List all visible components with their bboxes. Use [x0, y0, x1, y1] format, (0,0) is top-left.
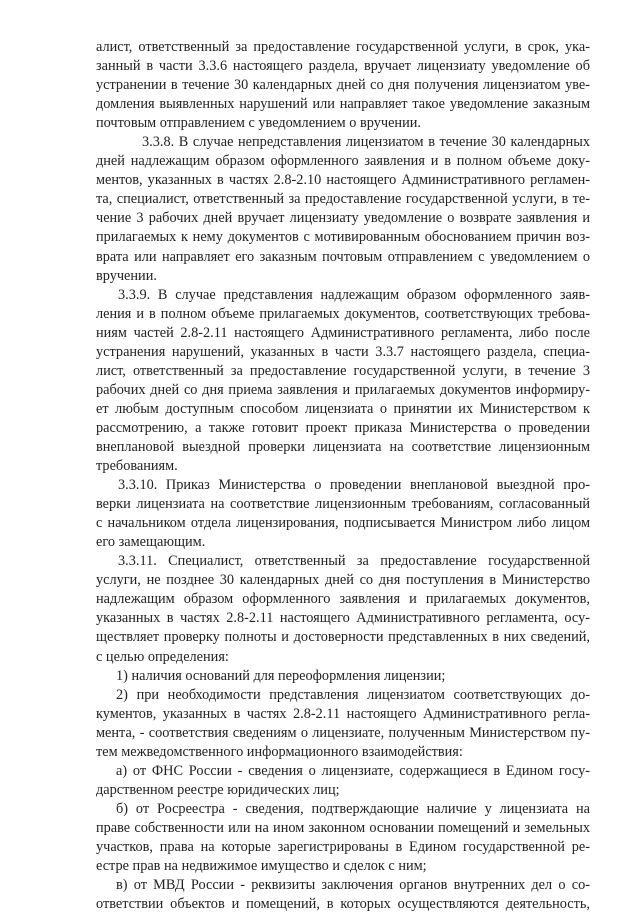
text-line: праве собственности или на ином законном основании помещений и земельных [96, 819, 590, 836]
text-line: б) от Росреестра - сведения, подтверждающие наличие у лицензиата на [116, 800, 590, 817]
text-line: ления и в полном объеме прилагаемых документов, соответствующих требова- [96, 305, 590, 322]
text-line: 3.3.8. В случае непредставления лицензиатом в течение 30 календарных [142, 134, 590, 151]
text-line: рассмотрению, а также готовит проект приказа Министерства о проведении [96, 419, 590, 436]
text-line: почтовым отправлением с уведомлением о вручении. [96, 115, 421, 132]
text-line: его замещающим. [96, 534, 206, 551]
text-line: участков, права на которые зарегистрированы в Едином государственной ре- [96, 838, 590, 855]
text-line: дарственном реестре юридических лиц; [96, 781, 340, 798]
text-line: с целью определения: [96, 648, 229, 665]
text-line: дней надлежащим образом оформленного заявления и в полном объеме доку- [96, 153, 590, 170]
text-line: занный в части 3.3.6 настоящего раздела, вручает лицензиату уведомление об [96, 58, 590, 75]
text-line: алист, ответственный за предоставление государственной услуги, в срок, ука- [96, 39, 590, 55]
text-line: требованиям. [96, 458, 178, 475]
text-line: 3.3.10. Приказ Министерства о проведении внеплановой выездной про- [118, 477, 590, 494]
document-body [96, 38, 590, 914]
text-line: тем межведомственного информационного взаимодействия: [96, 743, 463, 760]
text-line: верки лицензиата на соответствие лицензионным требованиям, согласованный [96, 496, 590, 513]
text-line: 2) при необходимости представления лицензиатом соответствующих до- [116, 686, 590, 703]
text-line: прилагаемых к нему документов с мотивированным обоснованием причин воз- [96, 229, 590, 246]
text-line: внеплановой выездной проверки лицензиата на соответствие лицензионным [96, 438, 590, 455]
text-line: надлежащим образом оформленного заявления и прилагаемых документов, [96, 591, 590, 608]
text-line: ществляет проверку полноты и достоверности представленных в них сведений, [96, 629, 590, 646]
text-line: естре прав на недвижимое имущество и сделок с ним; [96, 858, 427, 875]
text-line: чение 3 рабочих дней вручает лицензиату уведомление о возврате заявления и [96, 210, 590, 227]
text-line: в) от МВД России - реквизиты заключения органов внутренних дел о со- [116, 877, 590, 894]
text-line: с начальником отдела лицензирования, подписывается Министром либо лицом [96, 515, 590, 532]
text-line: устранении в течение 30 календарных дней со дня получения лицензиатом уве- [96, 77, 590, 94]
text-line: вручении. [96, 267, 157, 284]
text-line: услуги, не позднее 30 календарных дней со дня поступления в Министерство [96, 572, 590, 589]
text-line: ет любым доступным способом лицензиата о принятии их Министерством к [96, 400, 590, 417]
text-line: ниям частей 2.8-2.11 настоящего Административного регламента, либо после [96, 324, 590, 341]
text-line: 3.3.9. В случае представления надлежащим образом оформленного заяв- [118, 286, 590, 303]
text-line: 3.3.11. Специалист, ответственный за предоставление государственной [118, 553, 590, 570]
text-line: лист, ответственный за предоставление государственной услуги, в течение 3 [96, 362, 590, 379]
text-line: мента, - соответствия сведениям о лицензиате, полученным Министерством пу- [96, 724, 590, 741]
text-line: а) от ФНС России - сведения о лицензиате, содержащиеся в Едином госу- [116, 762, 590, 779]
text-line: ментов, указанных в частях 2.8-2.10 настоящего Административного регламен- [96, 172, 590, 189]
text-line: устранения нарушений, указанных в части 3.3.7 настоящего раздела, специа- [96, 343, 590, 360]
text-line: указанных в частях 2.8-2.11 настоящего Административного регламента, осу- [96, 610, 590, 627]
text-line: кументов, указанных в частях 2.8-2.11 настоящего Административного регла- [96, 705, 590, 722]
text-line: 1) наличия оснований для переоформления лицензии; [116, 667, 446, 684]
text-line: домления выявленных нарушений или направляет такое уведомление заказным [96, 96, 590, 113]
text-line: ответствии объектов и помещений, в которых осуществляются деятельность, [96, 896, 590, 913]
text-line: врата или направляет его заказным почтовым отправлением с уведомлением о [96, 248, 590, 265]
text-line: рабочих дней со дня приема заявления и прилагаемых документов информиру- [96, 381, 590, 398]
text-line: та, специалист, ответственный за предоставление государственной услуги, в те- [96, 191, 590, 208]
